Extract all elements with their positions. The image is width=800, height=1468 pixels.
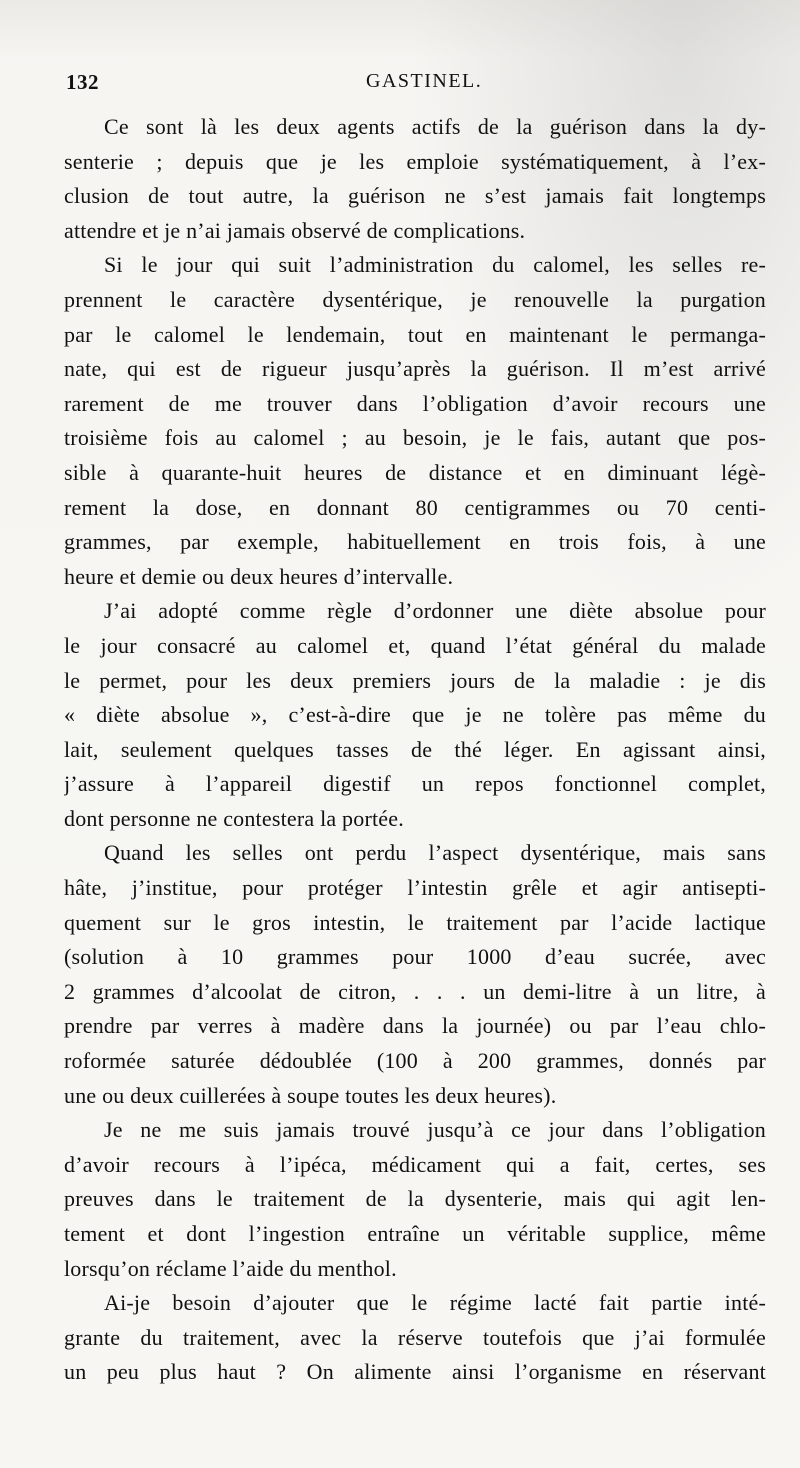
text-line: preuves dans le traitement de la dysenterie, mais qui agit len- — [64, 1186, 766, 1212]
text-line: prendre par verres à madère dans la journée) ou par l’eau chlo- — [64, 1013, 766, 1039]
text-line: quement sur le gros intestin, le traitement par l’acide lactique — [64, 909, 766, 935]
text-line: senterie ; depuis que je les emploie systématiquement, à l’ex- — [64, 148, 766, 174]
text-line: Ai-je besoin d’ajouter que le régime lacté fait partie inté- — [104, 1290, 766, 1316]
text-line: attendre et je n’ai jamais observé de complications. — [64, 217, 526, 243]
text-line: Je ne me suis jamais trouvé jusqu’à ce jour dans l’obligation — [104, 1117, 766, 1143]
text-line: prennent le caractère dysentérique, je renouvelle la purgation — [64, 286, 766, 312]
text-line: dont personne ne contestera la portée. — [64, 805, 404, 831]
text-line: lorsqu’on réclame l’aide du menthol. — [64, 1255, 397, 1281]
text-line: une ou deux cuillerées à soupe toutes les deux heures). — [64, 1082, 557, 1108]
text-line: roformée saturée dédoublée (100 à 200 grammes, donnés par — [64, 1048, 766, 1074]
text-line: grammes, par exemple, habituellement en trois fois, à une — [64, 529, 766, 555]
text-line: 2 grammes d’alcoolat de citron, . . . un demi-litre à un litre, à — [64, 978, 766, 1004]
text-line: hâte, j’institue, pour protéger l’intestin grêle et agir antisepti- — [64, 875, 766, 901]
text-line: le permet, pour les deux premiers jours de la maladie : je dis — [64, 667, 766, 693]
text-line: nate, qui est de rigueur jusqu’après la guérison. Il m’est arrivé — [64, 356, 766, 382]
text-line: rement la dose, en donnant 80 centigrammes ou 70 centi- — [64, 494, 766, 520]
text-line: sible à quarante-huit heures de distance et en diminuant légè- — [64, 459, 766, 485]
running-head: GASTINEL. — [366, 70, 483, 92]
page-number: 132 — [66, 70, 99, 94]
text-line: Si le jour qui suit l’administration du calomel, les selles re- — [104, 252, 766, 278]
body-text — [64, 110, 766, 1390]
text-line: un peu plus haut ? On alimente ainsi l’organisme en réservant — [64, 1359, 766, 1385]
text-line: Ce sont là les deux agents actifs de la guérison dans la dy- — [104, 114, 766, 139]
text-line: clusion de tout autre, la guérison ne s’est jamais fait longtemps — [64, 183, 766, 209]
text-line: « diète absolue », c’est-à-dire que je ne tolère pas même du — [64, 702, 766, 728]
text-line: le jour consacré au calomel et, quand l’état général du malade — [64, 632, 766, 658]
text-line: j’assure à l’appareil digestif un repos fonctionnel complet, — [64, 771, 766, 797]
text-line: (solution à 10 grammes pour 1000 d’eau sucrée, avec — [64, 944, 766, 970]
text-line: rarement de me trouver dans l’obligation d’avoir recours une — [64, 390, 766, 416]
text-line: tement et dont l’ingestion entraîne un véritable supplice, même — [64, 1221, 766, 1246]
text-line: J’ai adopté comme règle d’ordonner une diète absolue pour — [104, 598, 766, 624]
text-line: d’avoir recours à l’ipéca, médicament qui a fait, certes, ses — [64, 1151, 766, 1177]
text-line: Quand les selles ont perdu l’aspect dysentérique, mais sans — [104, 840, 766, 866]
text-line: troisième fois au calomel ; au besoin, je le fais, autant que pos- — [64, 425, 766, 451]
page-header — [66, 70, 764, 100]
text-line: heure et demie ou deux heures d’intervalle. — [64, 563, 454, 589]
text-line: grante du traitement, avec la réserve toutefois que j’ai formulée — [64, 1324, 766, 1350]
text-line: lait, seulement quelques tasses de thé léger. En agissant ainsi, — [64, 736, 766, 762]
text-line: par le calomel le lendemain, tout en maintenant le permanga- — [64, 321, 766, 347]
